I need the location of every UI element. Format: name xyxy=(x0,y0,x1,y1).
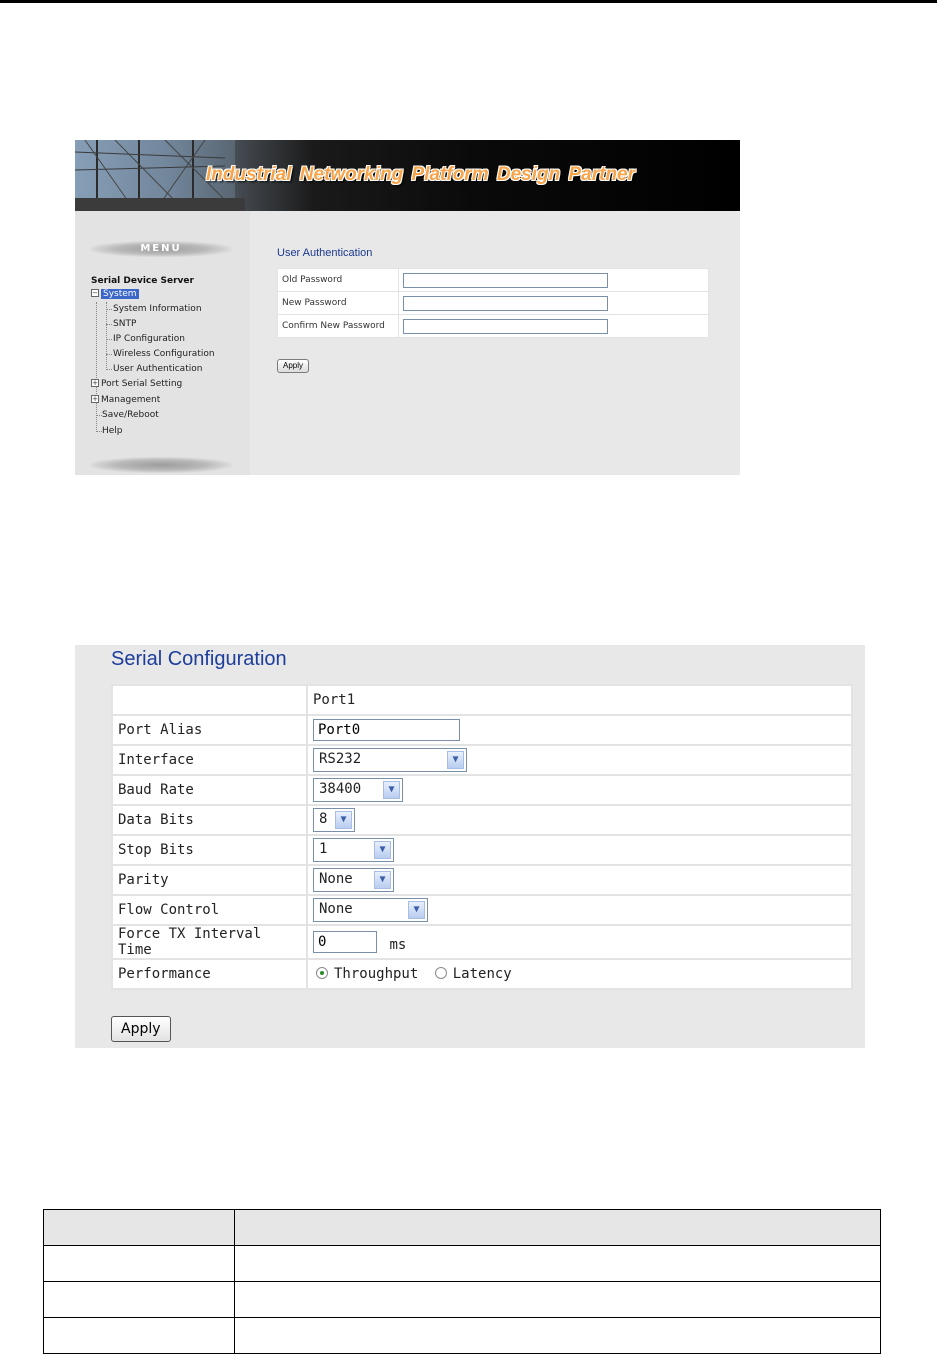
tree-item-sntp[interactable]: SNTP xyxy=(113,319,137,329)
table-row xyxy=(278,315,709,338)
confirm-password-label: Confirm New Password xyxy=(278,315,399,338)
old-password-cell xyxy=(399,269,709,292)
table-row xyxy=(112,775,852,805)
document-table xyxy=(43,1209,881,1354)
performance-cell xyxy=(307,959,852,989)
select-value: 38400 xyxy=(319,781,362,797)
flow-control-cell xyxy=(307,895,852,925)
table-row xyxy=(44,1282,881,1318)
table-row xyxy=(112,895,852,925)
port-alias-cell xyxy=(307,715,852,745)
expand-icon[interactable]: + xyxy=(92,379,98,387)
tree-item-wireless-configuration[interactable]: Wireless Configuration xyxy=(113,349,215,359)
chevron-down-icon[interactable]: ▼ xyxy=(374,841,391,859)
tree-item-ip-configuration[interactable]: IP Configuration xyxy=(113,334,185,344)
confirm-password-input[interactable] xyxy=(403,319,608,334)
port-header: Port1 xyxy=(307,685,852,715)
port-alias-input[interactable] xyxy=(313,719,460,741)
tree-connector xyxy=(106,369,112,370)
confirm-password-cell xyxy=(399,315,709,338)
flow-control-select[interactable] xyxy=(313,898,428,922)
data-bits-cell xyxy=(307,805,852,835)
tree-item-label: Port Serial Setting xyxy=(101,379,183,389)
parity-cell xyxy=(307,865,852,895)
apply-button[interactable]: Apply xyxy=(277,359,309,373)
table-row xyxy=(112,715,852,745)
table-header-cell xyxy=(235,1210,881,1246)
menu-header: Serial Device Server xyxy=(91,276,194,286)
tree-connector xyxy=(106,302,107,370)
table-row xyxy=(112,745,852,775)
flow-control-label: Flow Control xyxy=(112,895,307,925)
select-value: 1 xyxy=(319,841,328,857)
table-cell xyxy=(235,1246,881,1282)
tree-item-save-reboot[interactable]: Save/Reboot xyxy=(102,410,159,420)
tree-connector xyxy=(106,324,112,325)
stop-bits-label: Stop Bits xyxy=(112,835,307,865)
chevron-down-icon[interactable]: ▼ xyxy=(447,751,464,769)
table-cell xyxy=(235,1318,881,1354)
header-empty-cell xyxy=(112,685,307,715)
performance-label: Performance xyxy=(112,959,307,989)
chevron-down-icon[interactable]: ▼ xyxy=(383,781,400,799)
select-value: None xyxy=(319,901,353,917)
latency-radio[interactable] xyxy=(435,967,447,979)
chevron-down-icon[interactable]: ▼ xyxy=(374,871,391,889)
data-bits-label: Data Bits xyxy=(112,805,307,835)
throughput-radio[interactable] xyxy=(316,967,328,979)
interface-cell xyxy=(307,745,852,775)
menu-label: MENU xyxy=(90,241,232,257)
banner-title: Industrial Networking Platform Design Partner xyxy=(206,164,636,185)
force-tx-interval-input[interactable] xyxy=(313,931,377,953)
expand-icon[interactable]: + xyxy=(92,395,98,403)
table-row xyxy=(44,1318,881,1354)
data-bits-select[interactable] xyxy=(313,808,355,832)
table-row xyxy=(112,805,852,835)
select-value: 8 xyxy=(319,811,328,827)
table-row xyxy=(278,269,709,292)
page-top-rule xyxy=(0,0,937,3)
baud-rate-cell xyxy=(307,775,852,805)
select-value: None xyxy=(319,871,353,887)
table-cell xyxy=(44,1246,235,1282)
force-tx-interval-cell xyxy=(307,925,852,959)
parity-select[interactable] xyxy=(313,868,394,892)
tree-connector xyxy=(106,309,112,310)
tree-item-management[interactable] xyxy=(91,395,160,405)
table-row xyxy=(112,925,852,959)
table-row xyxy=(112,959,852,989)
user-authentication-screenshot xyxy=(75,140,740,475)
chevron-down-icon[interactable]: ▼ xyxy=(408,901,425,919)
baud-rate-label: Baud Rate xyxy=(112,775,307,805)
new-password-cell xyxy=(399,292,709,315)
header-banner xyxy=(75,140,740,211)
serial-configuration-table xyxy=(111,684,853,990)
table-row xyxy=(44,1246,881,1282)
table-row xyxy=(112,835,852,865)
table-header-row xyxy=(44,1210,881,1246)
apply-button[interactable]: Apply xyxy=(111,1016,171,1042)
table-cell xyxy=(235,1282,881,1318)
parity-label: Parity xyxy=(112,865,307,895)
interface-select[interactable] xyxy=(313,748,467,772)
port-alias-label: Port Alias xyxy=(112,715,307,745)
table-cell xyxy=(44,1282,235,1318)
force-tx-interval-label: Force TX Interval Time xyxy=(112,925,307,959)
unit-label: ms xyxy=(389,937,407,953)
tree-item-help[interactable]: Help xyxy=(102,426,123,436)
table-row xyxy=(112,865,852,895)
tree-item-label: System xyxy=(103,289,137,299)
page-title: Serial Configuration xyxy=(111,648,287,670)
chevron-down-icon[interactable]: ▼ xyxy=(335,811,352,829)
stop-bits-cell xyxy=(307,835,852,865)
tree-item-user-authentication[interactable]: User Authentication xyxy=(113,364,203,374)
collapse-icon[interactable]: − xyxy=(92,289,98,297)
table-row xyxy=(278,292,709,315)
new-password-label: New Password xyxy=(278,292,399,315)
old-password-input[interactable] xyxy=(403,273,608,288)
tree-item-port-serial-setting[interactable] xyxy=(91,379,182,389)
baud-rate-select[interactable] xyxy=(313,778,403,802)
menu-footer-pill xyxy=(90,457,232,473)
user-authentication-form xyxy=(277,268,709,338)
latency-label: Latency xyxy=(452,966,512,982)
tree-item-label: Management xyxy=(101,395,161,405)
select-value: RS232 xyxy=(319,751,362,767)
throughput-label: Throughput xyxy=(334,966,419,982)
table-header-cell xyxy=(44,1210,235,1246)
interface-label: Interface xyxy=(112,745,307,775)
table-row xyxy=(112,685,852,715)
tree-item-system-information[interactable]: System Information xyxy=(113,304,202,314)
tree-connector xyxy=(96,302,97,432)
form-title: User Authentication xyxy=(277,247,373,259)
tree-connector xyxy=(106,339,112,340)
stop-bits-select[interactable] xyxy=(313,838,394,862)
tree-connector xyxy=(106,354,112,355)
old-password-label: Old Password xyxy=(278,269,399,292)
table-cell xyxy=(44,1318,235,1354)
tree-item-system[interactable] xyxy=(91,289,139,299)
serial-configuration-screenshot xyxy=(75,645,865,1048)
new-password-input[interactable] xyxy=(403,296,608,311)
